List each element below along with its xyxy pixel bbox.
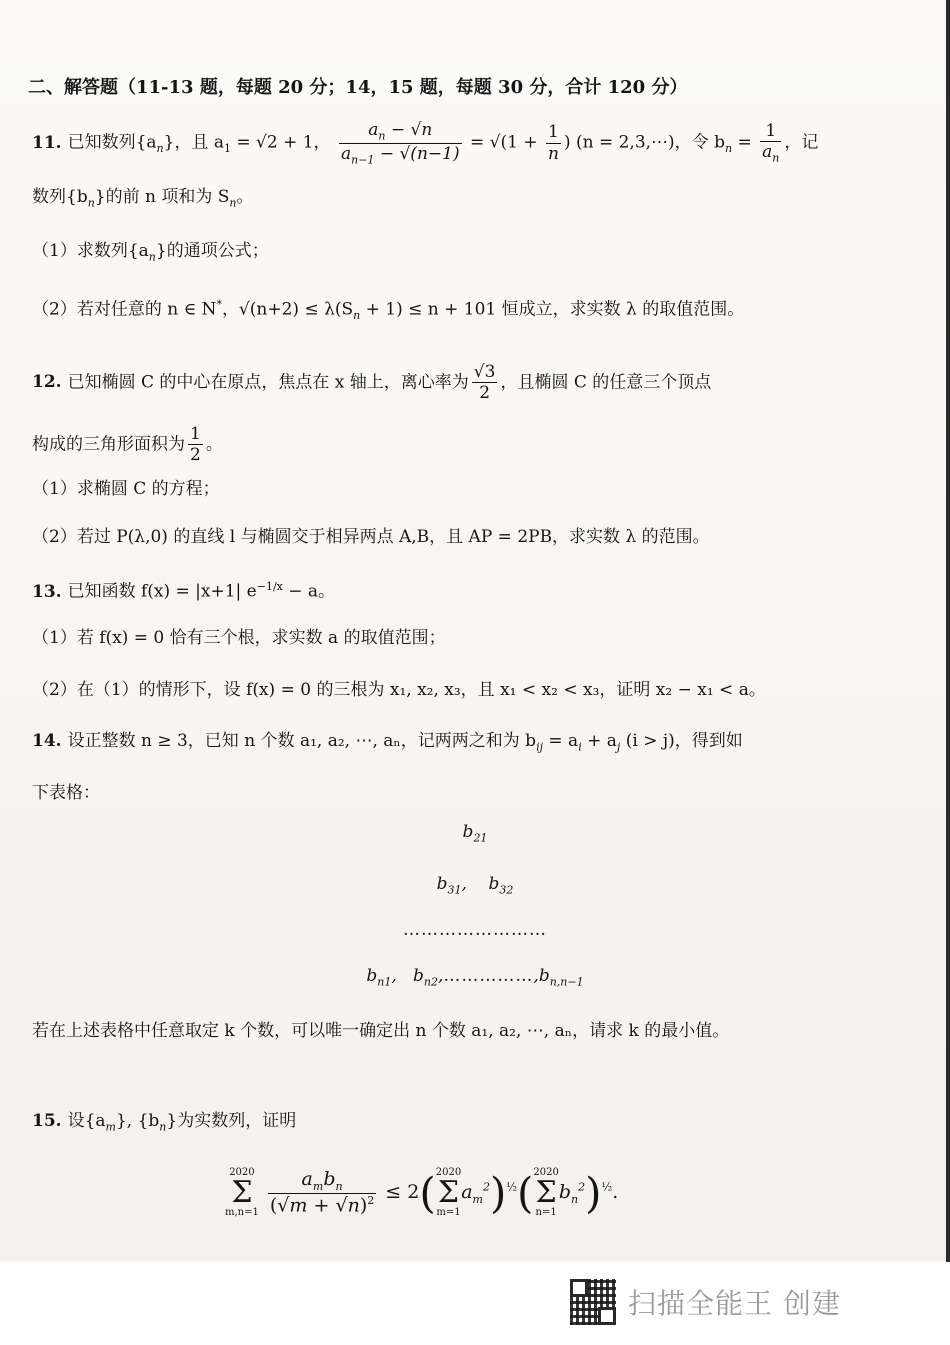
fraction-denominator: $a_{n-1} - √(n-1)$ (340, 143, 460, 166)
question-number: 11. (32, 132, 62, 153)
question-14-line-3: 若在上述表格中任意取定 k 个数，可以唯一确定出 n 个数 a₁, a₂, ⋯, aₙ，请求 k 的最小值。 (32, 1021, 730, 1041)
question-12-part-1: （1）求椭圆 C 的方程； (32, 479, 220, 499)
fraction: $\frac{1}{2}$ (190, 424, 201, 466)
question-11-part-2: （2）若对任意的 n ∈ N*，$√(n+2) \le \lambda(S_n + 1) \le n + 101$ 恒成立，求实数 λ 的取值范围。 (32, 298, 745, 323)
question-number: 13. (32, 581, 62, 602)
question-number: 14. (32, 731, 62, 751)
scanner-watermark (570, 1277, 841, 1327)
question-13-line-1: 13. 已知函数 f(x) = |x+1| $e^{-1/x} - a$。 (32, 580, 336, 602)
fraction: $\frac{a_mb_n}{(√m + √n)^2}$ (269, 1168, 375, 1217)
question-12-line-1: 12. 已知椭圆 C 的中心在原点，焦点在 x 轴上，离心率为 $\frac{√3}{2}$ ，且椭圆 C 的任意三个顶点 (32, 362, 712, 404)
question-15-line-1: 15. 设$\{a_m\}$, $\{b_n\}$为实数列，证明 (32, 1111, 297, 1134)
question-13-part-1: （1）若 f(x) = 0 恰有三个根，求实数 a 的取值范围； (32, 628, 446, 648)
qr-code-icon (570, 1279, 616, 1325)
fraction: $\frac{√3}{2}$ (473, 362, 496, 404)
table-row-ellipsis: …………………… (403, 920, 547, 940)
question-number: 12. (32, 372, 62, 393)
question-12-part-2: （2）若过 P(λ,0) 的直线 l 与椭圆交于相异两点 A,B，且 AP = 2PB，求实数 λ 的范围。 (32, 527, 710, 547)
fraction (339, 120, 462, 166)
question-14-line-1: 14. 设正整数 n ≥ 3，已知 n 个数 a₁, a₂, ⋯, aₙ，记两两之和为 $b_{ij} = a_i + a_j$ (i > j)，得到如 (32, 731, 743, 754)
fraction: $\frac{1}{n}$ (547, 122, 559, 164)
watermark-text: 扫描全能王 创建 (628, 1287, 841, 1320)
question-12-line-2: 构成的三角形面积为 $\frac{1}{2}$ 。 (32, 424, 223, 466)
question-number: 15. (32, 1111, 62, 1131)
question-11-line-1: 11. 已知数列$\{a_n\}$，且 $a_1 = √2 + 1$， $\frac{a_n - √n}{a_{n-1} - √(n-1)}$ = √(1 + $\frac{1}{n}$ ) (n = 2,3,⋯)，令 $b_n$ = $\frac{1}{a_n}$ ，记 (32, 120, 819, 166)
fraction: $\frac{1}{a_n}$ (762, 121, 780, 165)
table-row-1: $b_{21}$ (462, 822, 488, 845)
fraction-numerator: $a_n - √n$ (339, 120, 462, 144)
inequality-formula: 2020 Σ m,n=1 $\frac{a_mb_n}{(√m + √n)^2}$ ≤ 2( 2020 Σ m=1 $a_m^2)^{\frac{1}{2}}$( 2020 Σ n=1 $b_n^2)^{\frac{1}{2}}$. (225, 1167, 619, 1218)
question-11-line-2: 数列$\{b_n\}$的前 n 项和为 $S_n$。 (32, 187, 254, 210)
question-14-line-2: 下表格： (32, 783, 100, 803)
question-11-part-1: （1）求数列$\{a_n\}$的通项公式； (32, 241, 269, 264)
sum-symbol: 2020 Σ n=1 (533, 1167, 559, 1218)
question-13-part-2: （2）在（1）的情形下，设 f(x) = 0 的三根为 x₁, x₂, x₃，且 x₁ < x₂ < x₃，证明 x₂ − x₁ < a。 (32, 680, 766, 700)
table-row-n: $b_{n1}$, $b_{n2},\dots\dots\dots\dots\dots,b_{n,n-1}$ (366, 966, 584, 989)
sum-symbol: 2020 Σ m,n=1 (225, 1167, 259, 1218)
section-heading: 二、解答题（11-13 题，每题 20 分；14，15 题，每题 30 分，合计 120 分） (28, 77, 688, 98)
sum-symbol: 2020 Σ m=1 (435, 1167, 462, 1218)
table-row-2: $b_{31}$, $b_{32}$ (436, 874, 514, 897)
